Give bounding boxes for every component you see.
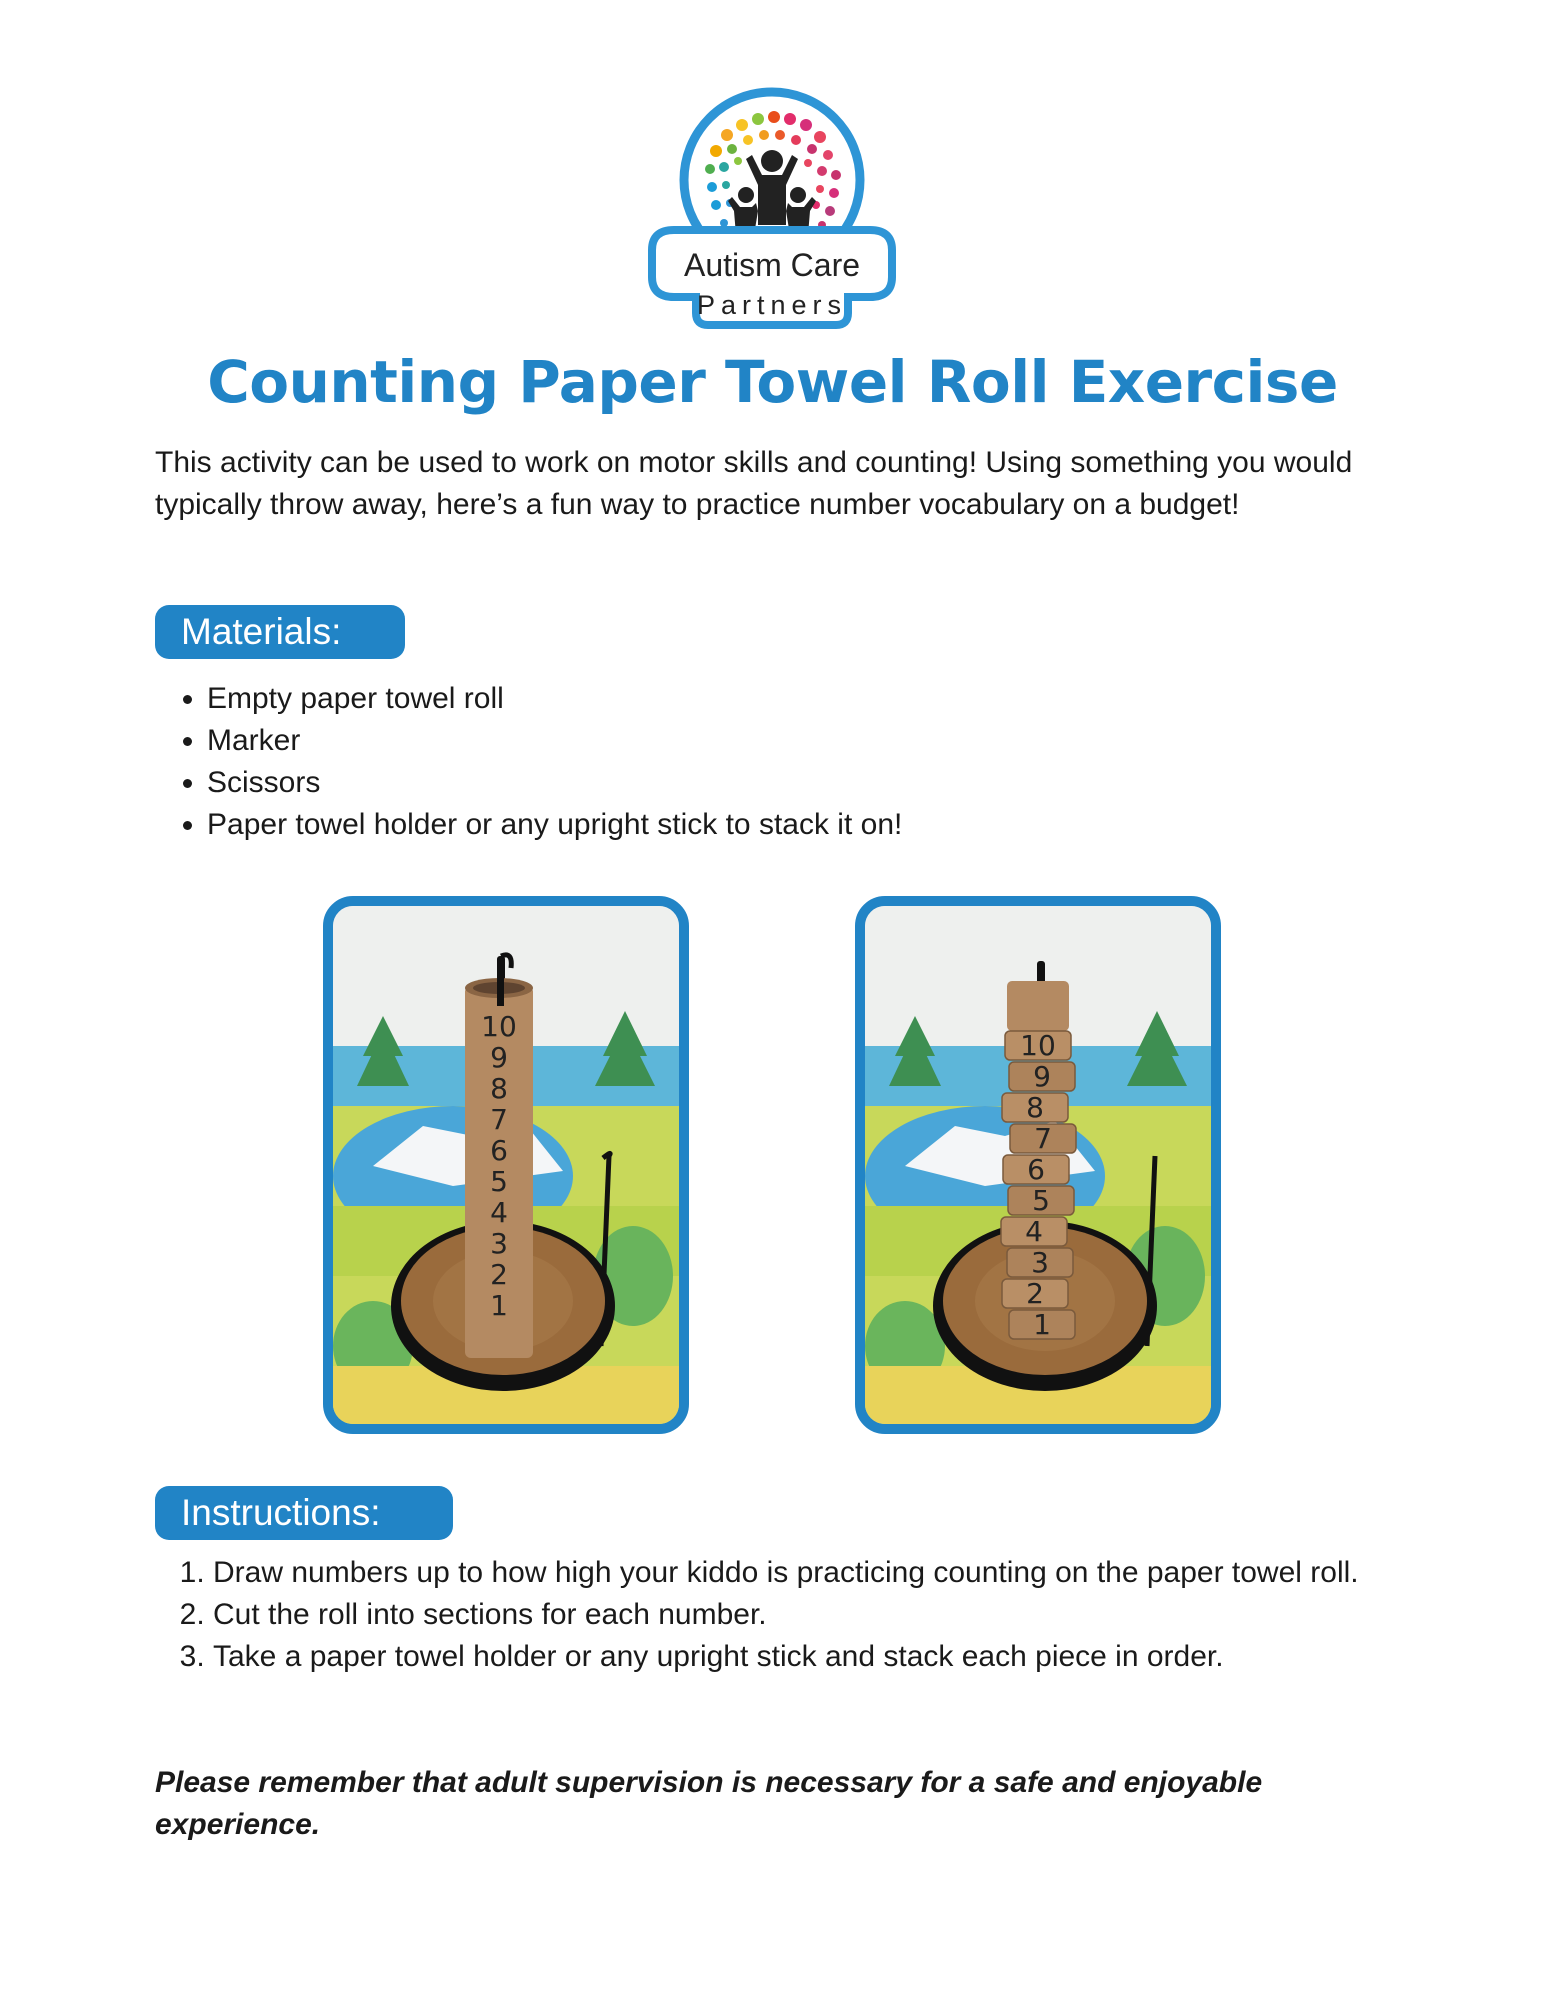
list-item: • Scissors: [207, 762, 902, 804]
list-item: • Paper towel holder or any upright stick to stack it on!: [207, 804, 902, 846]
intro-paragraph: This activity can be used to work on motor skills and counting! Using something you would typically throw away, here’s a fun way to practice number vocabulary on a budget!: [155, 446, 1353, 521]
roll-number-label: 2: [490, 1258, 508, 1291]
roll-number-label: 3: [1031, 1246, 1049, 1279]
supervision-note: Please remember that adult supervision is necessary for a safe and enjoyable experience.: [155, 1766, 1263, 1841]
roll-number-label: 3: [490, 1227, 508, 1260]
roll-number-label: 10: [481, 1010, 517, 1043]
instructions-list: [155, 1552, 1395, 1678]
autism-care-partners-logo: [612, 85, 932, 330]
roll-number-label: 4: [490, 1196, 508, 1229]
photo-paper-towel-roll-stacked: [855, 896, 1221, 1434]
roll-number-label: 5: [1032, 1184, 1050, 1217]
roll-number-label: 10: [1020, 1029, 1056, 1062]
roll-number-label: 6: [490, 1134, 508, 1167]
roll-number-label: 9: [1033, 1060, 1051, 1093]
roll-number-label: 4: [1025, 1215, 1043, 1248]
roll-top-piece: [1007, 981, 1069, 1031]
list-item: • Empty paper towel roll: [207, 678, 902, 720]
list-item: • Marker: [207, 720, 902, 762]
logo-line1: Autism Care: [683, 247, 861, 283]
roll-number-label: 1: [490, 1289, 508, 1322]
roll-number-label: 7: [1034, 1122, 1052, 1155]
logo-line2: Partners: [696, 290, 848, 320]
instructions-heading: Instructions:: [155, 1486, 453, 1540]
materials-heading: Materials:: [155, 605, 405, 659]
page-title: Counting Paper Towel Roll Exercise: [207, 348, 1338, 416]
roll-number-label: 1: [1033, 1308, 1051, 1341]
materials-list: [155, 678, 902, 846]
list-item: 3. Take a paper towel holder or any upright stick and stack each piece in order.: [213, 1636, 1395, 1678]
list-item: 1. Draw numbers up to how high your kiddo is practicing counting on the paper towel roll.: [213, 1552, 1395, 1594]
roll-number-label: 6: [1027, 1153, 1045, 1186]
roll-number-label: 5: [490, 1165, 508, 1198]
roll-number-label: 8: [490, 1072, 508, 1105]
roll-number-label: 9: [490, 1041, 508, 1074]
roll-number-label: 8: [1026, 1091, 1044, 1124]
roll-number-label: 7: [490, 1103, 508, 1136]
roll-number-label: 2: [1026, 1277, 1044, 1310]
list-item: 2. Cut the roll into sections for each number.: [213, 1594, 1395, 1636]
photo-paper-towel-roll-uncut: [323, 896, 689, 1434]
